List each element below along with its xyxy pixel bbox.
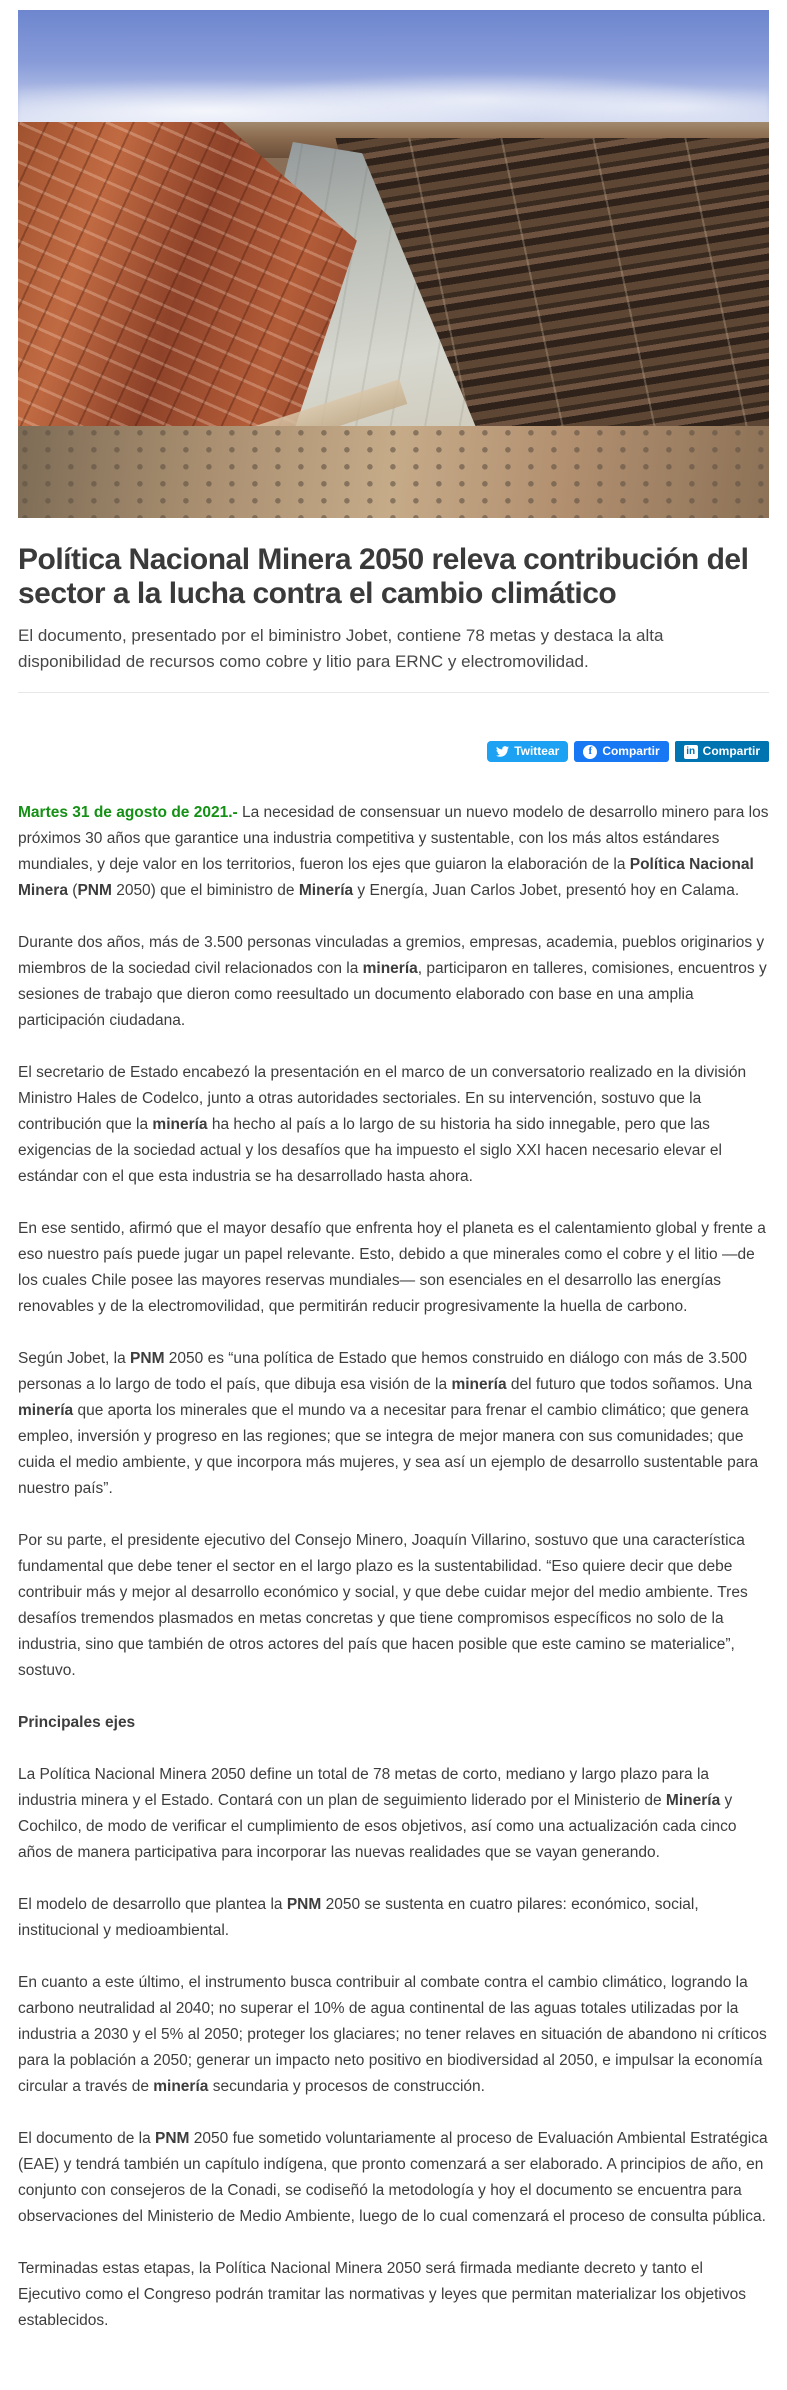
text-segment: PNM [77,882,112,899]
article-paragraph [18,1528,769,1684]
article-paragraph [18,1762,769,1866]
page-title: Política Nacional Minera 2050 releva contribución del sector a la lucha contra el cambio climático [18,543,749,610]
section-subheading [18,1710,769,1736]
tweet-button-label: Twittear [514,744,560,758]
article-lede: El documento, presentado por el biministro Jobet, contiene 78 metas y destaca la alta disponibilidad de recursos como cobre y litio para ERNC y electromovilidad. [18,626,664,671]
text-segment: del futuro que todos soñamos. Una [506,1376,753,1393]
text-segment: PNM [155,2130,190,2147]
article-paragraph [18,1216,769,1320]
text-segment: minería [153,2078,209,2095]
text-segment: La necesidad de consensuar un nuevo modelo de desarrollo minero para los próximos 30 años que garantice una industria competitiva y sustentable, con los más altos estándares mundiales, y deje valor en los territorios, fueron los ejes que guiaron la elaboración de la [18,804,769,873]
text-segment: ( [67,882,78,899]
text-segment: que aporta los minerales que el mundo va a necesitar para frenar el cambio climático; que genera empleo, inversión y progreso en las regiones; que se integra de mejor manera con sus comunidades; que cuida el medio ambiente, y que incorpora más mujeres, y sea así un ejemplo de desarrollo sustentable para nuestro país”. [18,1402,759,1497]
divider [18,692,769,693]
text-segment: y Cochilco, de modo de verificar el cumplimiento de esos objetivos, así como una actualización cada cinco años de manera participativa para incorporar las nuevas realidades que se vayan generando. [18,1792,737,1861]
text-segment: Política Nacional Minera [18,856,754,899]
hero-clouds [18,72,769,126]
facebook-share-button[interactable] [574,741,668,762]
text-segment: En ese sentido, afirmó que el mayor desafío que enfrenta hoy el planeta es el calentamiento global y frente a eso nuestro país puede jugar un papel relevante. Esto, debido a que minerales como el cobre y el litio —de los cuales Chile posee las mayores reservas mundiales— son esenciales en el desarrollo las energías renovables y de la electromovilidad, que permitirán reducir progresivamente la huella de carbono. [18,1220,766,1315]
text-segment: Según Jobet, la [18,1350,131,1367]
text-segment: Martes 31 de agosto de 2021.- [18,804,238,821]
text-segment: minería [362,960,418,977]
twitter-bird-icon [496,745,509,758]
text-segment: minería [451,1376,507,1393]
text-segment: 2050) que el biministro de [111,882,299,899]
text-segment: y Energía, Juan Carlos Jobet, presentó hoy en Calama. [353,882,740,899]
hero-foreground-rocks [18,426,769,518]
linkedin-in-icon: in [684,745,698,759]
facebook-f-icon: f [583,745,597,759]
article-paragraph [18,2256,769,2334]
article-paragraph [18,930,769,1034]
article-paragraph [18,1970,769,2100]
text-segment: Minería [298,882,354,899]
text-segment: 2050 es “una política de Estado que hemos construido en diálogo con más de 3.500 personas a lo largo de todo el país, que dibuja esa visión de la [18,1350,747,1393]
article-paragraph [18,1892,769,1944]
text-segment: Durante dos años, más de 3.500 personas vinculadas a gremios, empresas, academia, pueblos originarios y miembros de la sociedad civil relacionados con la [18,934,765,977]
text-segment: El documento de la [18,2130,156,2147]
text-segment: , participaron en talleres, comisiones, encuentros y sesiones de trabajo que dieron como reesultado un documento elaborado con base en una amplia participación ciudadana. [18,960,767,1029]
text-segment: PNM [286,1896,322,1913]
text-segment: minería [152,1116,208,1133]
text-segment: ha hecho al país a lo largo de su historia ha sido innegable, pero que las exigencias de la sociedad actual y los desafíos que ha impuesto el siglo XXI hacen necesario elevar el estándar con el que esta industria se ha desarrollado hasta ahora. [18,1116,722,1185]
hero-image [18,10,769,518]
text-segment: 2050 fue sometido voluntariamente al proceso de Evaluación Ambiental Estratégica (EAE) y tendrá también un capítulo indígena, que pronto comenzará a ser elaborado. A principios de año, en conjunto con consejeros de la Conadi, se codiseñó la metodología y hoy el documento se encuentra para observaciones del Ministerio de Medio Ambiente, luego de lo cual comenzará el proceso de consulta pública. [18,2130,768,2225]
linkedin-share-label: Compartir [702,744,760,758]
share-buttons-row [18,741,769,762]
text-segment: El modelo de desarrollo que plantea la [18,1896,287,1913]
article-paragraph [18,800,769,904]
text-segment: secundaria y procesos de construcción. [208,2078,485,2095]
text-segment: Minería [665,1792,721,1809]
text-segment: En cuanto a este último, el instrumento busca contribuir al combate contra el cambio climático, logrando la carbono neutralidad al 2040; no superar el 10% de agua continental de las aguas totales utilizadas por la industria a 2030 y el 5% al 2050; proteger los glaciares; no tener relaves en situación de abandono ni críticos para la población a 2050; generar un impacto neto positivo en biodiversidad al 2050, e impulsar la economía circular a través de [18,1974,767,2095]
facebook-share-label: Compartir [602,744,660,758]
article-paragraph [18,2126,769,2230]
text-segment: Por su parte, el presidente ejecutivo del Consejo Minero, Joaquín Villarino, sostuvo que una característica fundamental que debe tener el sector en el largo plazo es la sustentabilidad. “Eso quiere decir que debe contribuir más y mejor al desarrollo económico y social, y que debe cuidar mejor del medio ambiente. Tres desafíos tremendos plasmados en metas concretas y que tiene compromisos específicos no solo de la industria, sino que también de otros actores del país que hacen posible que este camino se materialice”, sostuvo. [18,1532,748,1679]
article-body [18,800,769,2334]
article-paragraph [18,1346,769,1502]
text-segment: PNM [130,1350,165,1367]
tweet-button[interactable] [487,741,568,762]
text-segment: La Política Nacional Minera 2050 define un total de 78 metas de corto, mediano y largo plazo para la industria minera y el Estado. Contará con un plan de seguimiento liderado por el Ministerio de [18,1766,710,1809]
text-segment: Terminadas estas etapas, la Política Nacional Minera 2050 será firmada mediante decreto y tanto el Ejecutivo como el Congreso podrán tramitar las normativas y leyes que permitan materializar los objetivos establecidos. [18,2260,746,2329]
text-segment: El secretario de Estado encabezó la presentación en el marco de un conversatorio realizado en la división Ministro Hales de Codelco, junto a otras autoridades sectoriales. En su intervención, sostuvo que la contribución que la [18,1064,747,1133]
article-paragraph [18,1060,769,1190]
text-segment: Principales ejes [18,1714,136,1731]
text-segment: 2050 se sustenta en cuatro pilares: económico, social, institucional y medioambiental. [18,1896,699,1939]
text-segment: minería [18,1402,74,1419]
linkedin-share-button[interactable] [675,741,769,762]
